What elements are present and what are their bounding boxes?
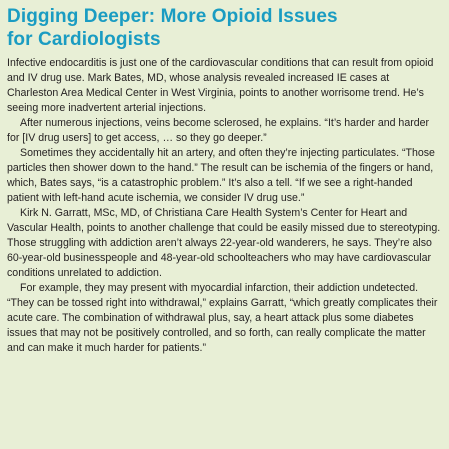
title-line-2: for Cardiologists xyxy=(7,29,161,50)
paragraph-2: After numerous injections, veins become sclerosed, he explains. “It’s harder and harder for [IV drug users] to get access, … so they go deeper.” xyxy=(7,117,430,144)
paragraph-5: For example, they may present with myocardial infarction, their addiction undetected. “They can be tossed right into withdrawal,” explains Garratt, “which greatly complicates their acute care. The combination of withdrawal plus, say, a heart attack plus some diabetes issues that may not be positively controlled, and so forth, can really complicate the matter and can make it much harder for patients.” xyxy=(7,282,438,354)
paragraph-3: Sometimes they accidentally hit an artery, and often they’re injecting particulates. “Those particles then shower down to the hand.” The result can be ischemia of the fingers or hand, which, Bates says, “is a catastrophic problem.” It’s also a tell. “If we see a right-handed patient with left-hand acute ischemia, we consider IV drug use.” xyxy=(7,147,435,204)
sidebar-body xyxy=(7,56,443,356)
title-line-1: Digging Deeper: More Opioid Issues xyxy=(7,6,338,27)
sidebar-title xyxy=(7,5,443,51)
paragraph-1: Infective endocarditis is just one of the cardiovascular conditions that can result from opioid and IV drug use. Mark Bates, MD, whose analysis revealed increased IE cases at Charleston Area Medical Center in West Virginia, points to another worrisome trend. He’s seeing more inadvertent arterial injections. xyxy=(7,57,434,114)
paragraph-4: Kirk N. Garratt, MSc, MD, of Christiana Care Health System’s Center for Heart and Vascular Health, points to another challenge that could be easily missed due to stereotyping. Those struggling with addiction aren’t always 22-year-old wanderers, he says. They’re also 60-year-old businesspeople and 48-year-old schoolteachers who may have cardiovascular conditions unrelated to addiction. xyxy=(7,207,441,279)
